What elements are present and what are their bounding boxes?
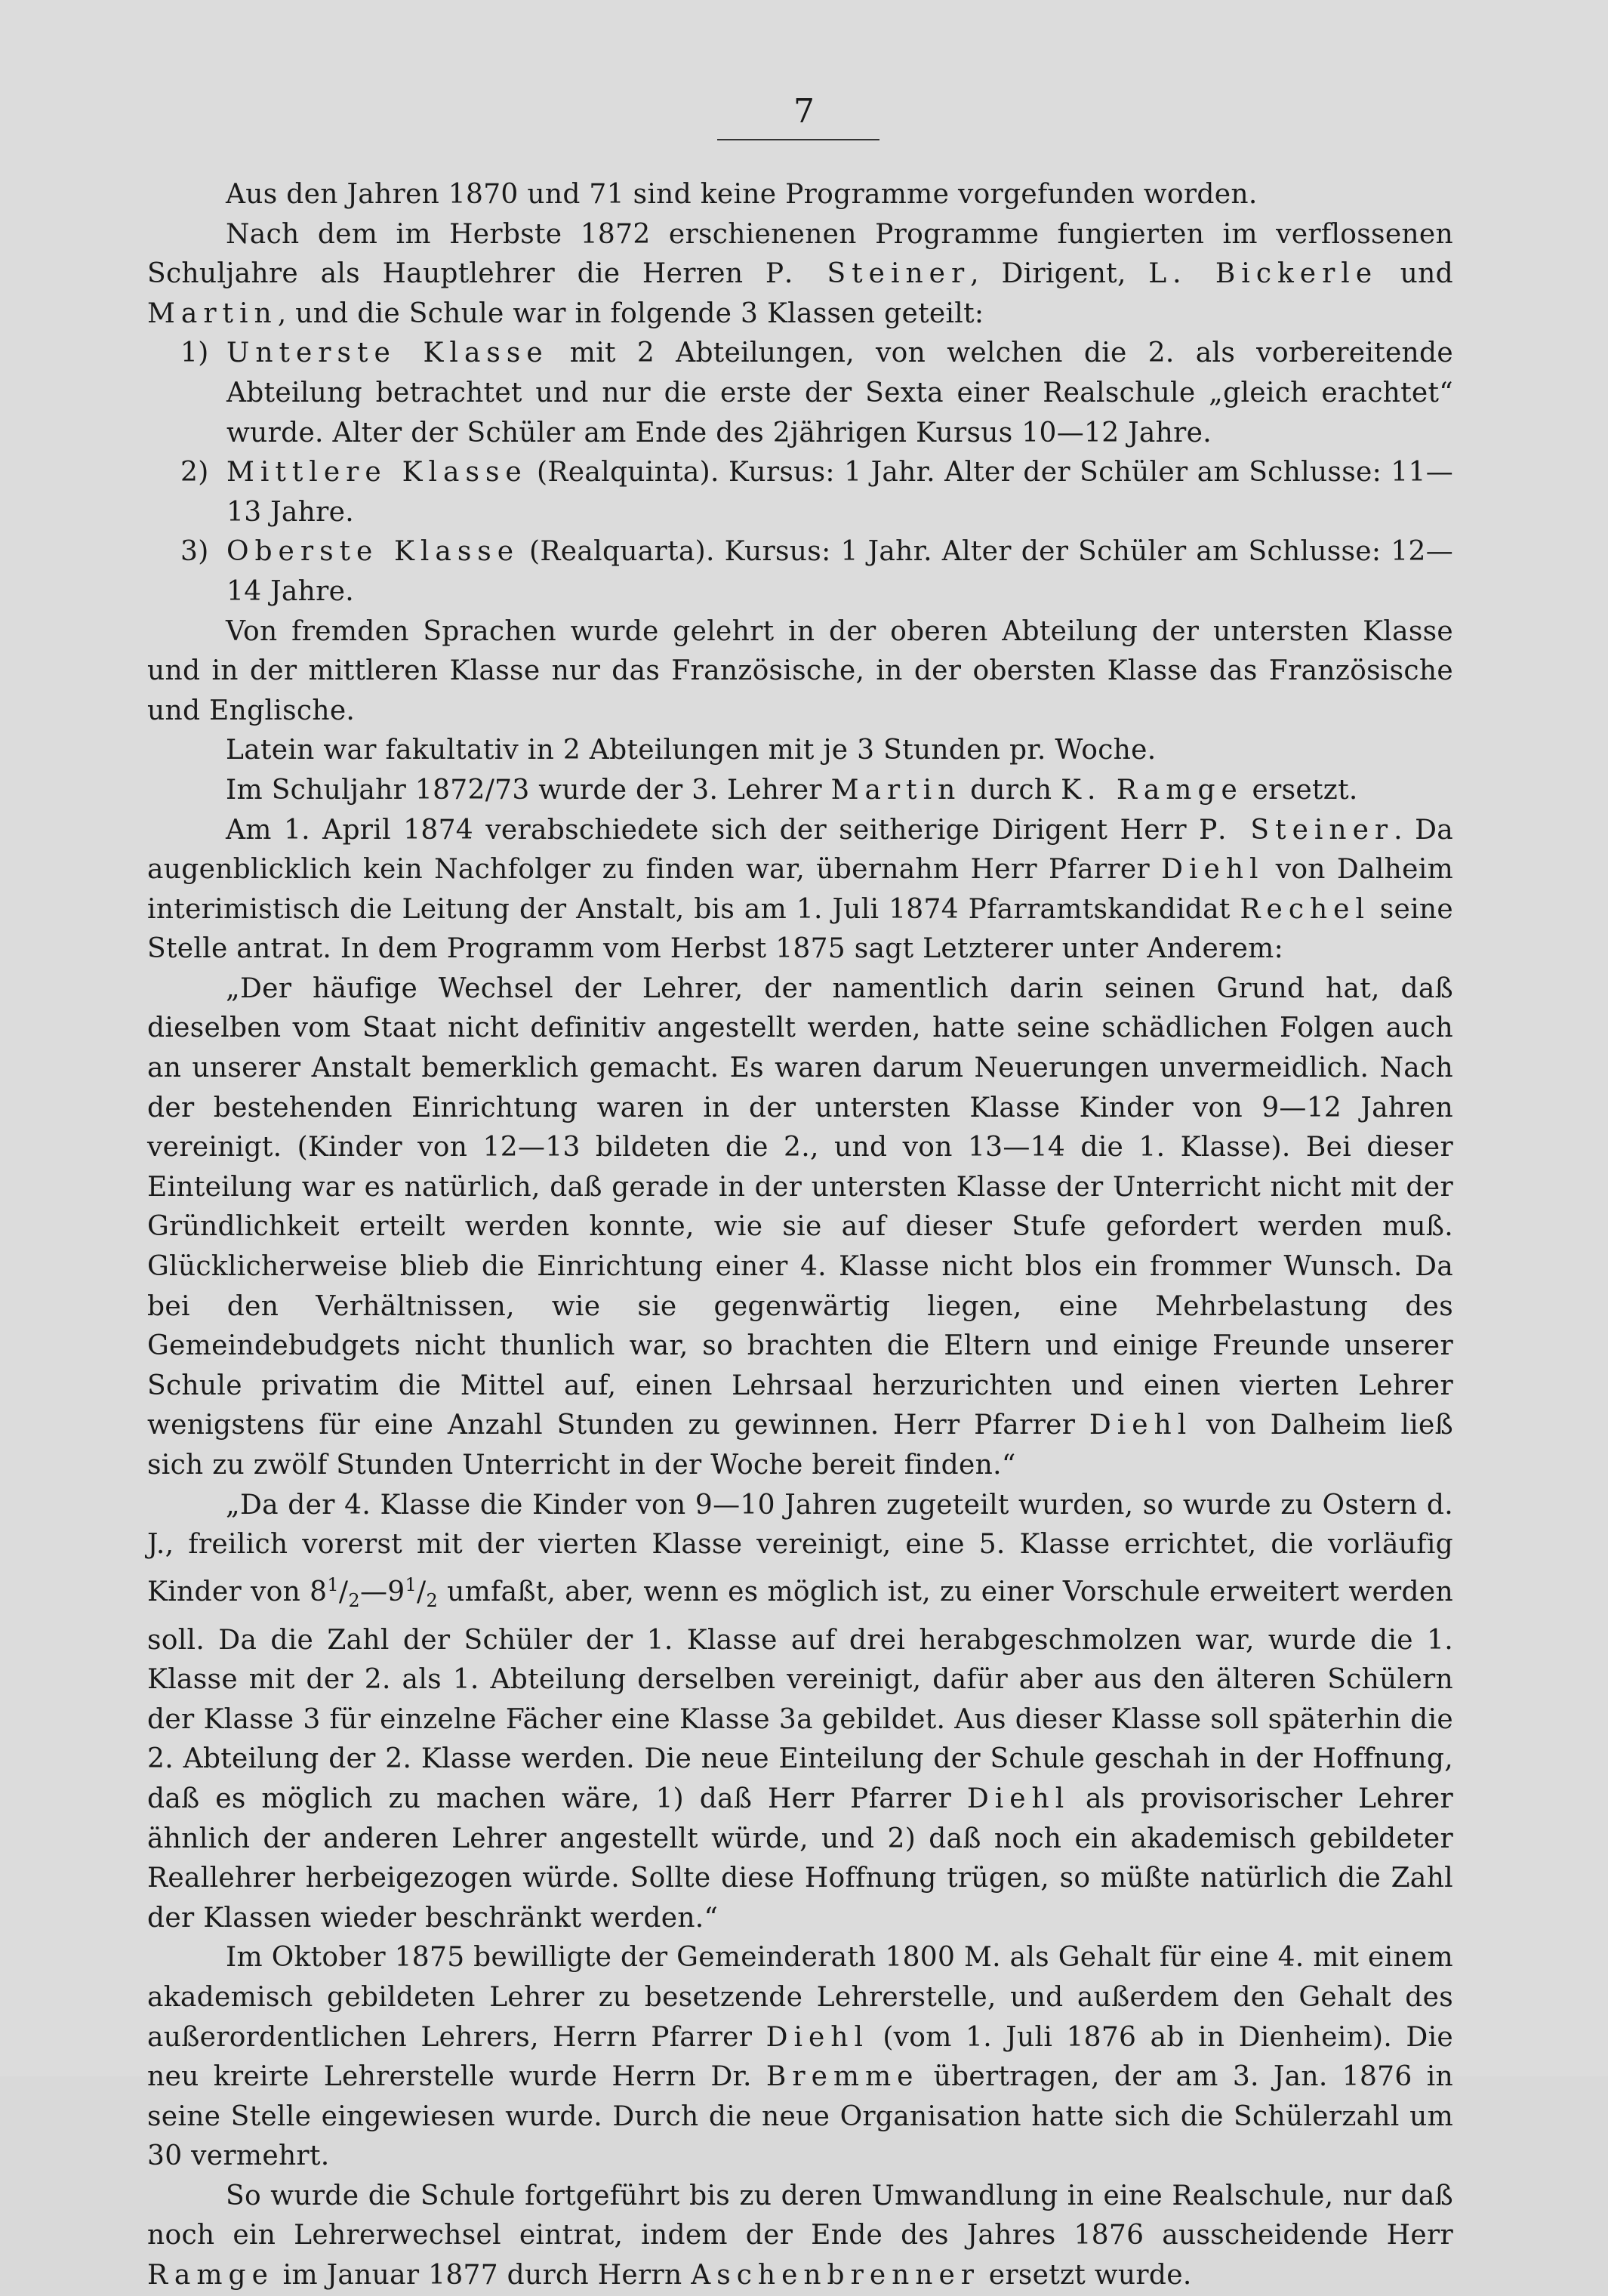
name-aschenbrenner: Aschenbrenner [691,2260,981,2291]
quote-teacher-change: „Der häufige Wechsel der Lehrer, der namentlich darin seinen Grund hat, daß dieselben vom Staat nicht definitiv angestellt werden, hatte seine schädlichen Folgen auch an unserer Anstalt bemerklich gemacht. Es waren darum Neuerungen unvermeidlich. Nach der bestehenden Einrichtung waren in der untersten Klasse Kinder von 9—12 Jahren vereinigt. (Kinder von 12—13 bildeten die 2., und von 13—14 die 1. Klasse). Bei dieser Einteilung war es natürlich, daß gerade in der untersten Klasse der Unterricht nicht mit der Gründlichkeit erteilt werden konnte, wie sie auf dieser Stufe gefordert werden muß. Glücklicherweise blieb die Einrichtung einer 4. Klasse nicht blos ein frommer Wunsch. Da bei den Verhältnissen, wie sie gegenwärtig liegen, eine Mehrbelastung des Gemeindebudgets nicht thunlich war, so brachten die Eltern und einige Freunde unserer Schule privatim die Mittel auf, einen Lehrsaal herzurichten und einen vierten Lehrer wenigstens für eine Anzahl Stunden zu gewinnen. Herr Pfarrer Diehl von Dalheim ließ sich zu zwölf Stunden Unterricht in der Woche bereit finden.“ [147,972,1453,1481]
list-item: 2) Mittlere Klasse (Realquinta). Kursus: 1 Jahr. Alter der Schüler am Schlusse: 11—13 Jahre. [180,457,1453,528]
paragraph-october-1875: Im Oktober 1875 bewilligte der Gemeinderath 1800 M. als Gehalt für eine 4. mit einem akademisch gebildeten Lehrer zu besetzende Lehrerstelle, und außerdem den Gehalt des außerordentlichen Lehrers, Herrn Pfarrer Diehl (vom 1. Juli 1876 ab in Dienheim). Die neu kreirte Lehrerstelle wurde Herrn Dr. Bremme übertragen, der am 3. Jan. 1876 in seine Stelle eingewiesen wurde. Durch die neue Organisation hatte sich die Schülerzahl um 30 vermehrt. [147,1942,1454,2172]
paragraph-conversion: So wurde die Schule fortgeführt bis zu deren Umwandlung in eine Realschule, nur daß noch ein Lehrerwechsel eintrat, indem der Ende des Jahres 1876 ausscheidende Herr Ramge im Januar 1877 durch Herrn Aschenbrenner ersetzt wurde. [147,2180,1453,2291]
fraction-numerator: 1 [405,1573,417,1595]
list-item: 3) Oberste Klasse (Realquarta). Kursus: 1 Jahr. Alter der Schüler am Schlusse: 12—14 Jahre. [180,536,1453,607]
paragraph-languages: Von fremden Sprachen wurde gelehrt in der oberen Abteilung der untersten Klasse und in der mittleren Klasse nur das Französische, in der obersten Klasse das Französische und Englische. [147,615,1453,726]
class-heading: Unterste Klasse [226,337,549,369]
quote-fourth-class: „Da der 4. Klasse die Kinder von 9—10 Jahren zugeteilt wurden, so wurde zu Ostern d. J., freilich vorerst mit der vierten Klasse vereinigt, eine 5. Klasse errichtet, die vorläufig Kinder von $8^1/_2—9^1/_2$ umfaßt, aber, wenn es möglich ist, zu einer Vorschule erweitert werden soll. Da die Zahl der Schüler der 1. Klasse auf drei herabgeschmolzen war, wurde die 1. Klasse mit der 2. als 1. Abteilung derselben vereinigt, dafür aber aus den älteren Schülern der Klasse 3 für einzelne Fächer eine Klasse 3a gebildet. Aus dieser Klasse soll späterhin die 2. Abteilung der 2. Klasse werden. Die neue Einteilung der Schule geschah in der Hoffnung, daß es möglich zu machen wäre, 1) daß Herr Pfarrer Diehl als provisorischer Lehrer ähnlich der anderen Lehrer angestellt würde, und 2) daß noch ein akademisch gebildeter Reallehrer herbeigezogen würde. Sollte diese Hoffnung trügen, so müßte natürlich die Zahl der Klassen wieder beschränkt werden.“ [147,1489,1454,1934]
fraction-numerator: 1 [327,1573,339,1595]
class-heading: Mittlere Klasse [226,457,528,488]
name-diehl: Diehl [765,2021,869,2053]
paragraph-april-1874: Am 1. April 1874 verabschiedete sich der seitherige Dirigent Herr P. Steiner. Da augenblicklich kein Nachfolger zu finden war, übernahm Herr Pfarrer Diehl von Dalheim interimistisch die Leitung der Anstalt, bis am 1. Juli 1874 Pfarramtskandidat Rechel seine Stelle antrat. In dem Programm vom Herbst 1875 sagt Letzterer unter Anderem: [147,814,1454,965]
header-rule [717,139,879,140]
name-rechel: Rechel [1240,893,1370,925]
paragraph-latin: Latein war fakultativ in 2 Abteilungen mit je 3 Stunden pr. Woche. [226,735,1157,766]
name-steiner: P. Steiner [1199,814,1394,846]
paragraph-1872-73: Im Schuljahr 1872/73 wurde der 3. Lehrer Martin durch K. Ramge ersetzt. [226,774,1358,806]
name-diehl: Diehl [1161,854,1265,886]
body-text [147,175,1453,2296]
name-bickerle: L. Bickerle [1148,258,1379,290]
name-steiner: P. Steiner [765,258,971,290]
name-martin: Martin [147,297,278,329]
paragraph-teachers-1872: Nach dem im Herbste 1872 erschienenen Programme fungierten im verflossenen Schuljahre als Hauptlehrer die Herren P. Steiner, Dirigent, L. Bickerle und Martin, und die Schule war in folgende 3 Klassen geteilt: [147,218,1453,329]
name-diehl: Diehl [966,1783,1070,1814]
name-bremme: Bremme [765,2061,920,2093]
name-diehl: Diehl [1089,1410,1193,1441]
name-ramge: K. Ramge [1061,774,1243,806]
fraction-denominator: 2 [426,1589,439,1611]
class-heading: Oberste Klasse [226,536,520,568]
name-ramge: Ramge [147,2260,274,2291]
paragraph-programs-missing: Aus den Jahren 1870 und 71 sind keine Programme vorgefunden worden. [226,179,1258,210]
page-number: 7 [793,92,815,131]
list-item: 1) Unterste Klasse mit 2 Abteilungen, von welchen die 2. als vorbereitende Abteilung betrachtet und nur die erste der Sexta einer Realschule „gleich erachtet“ wurde. Alter der Schüler am Ende des 2jährigen Kursus 10—12 Jahre. [180,337,1453,448]
name-martin: Martin [830,774,962,806]
fraction-denominator: 2 [348,1589,360,1611]
